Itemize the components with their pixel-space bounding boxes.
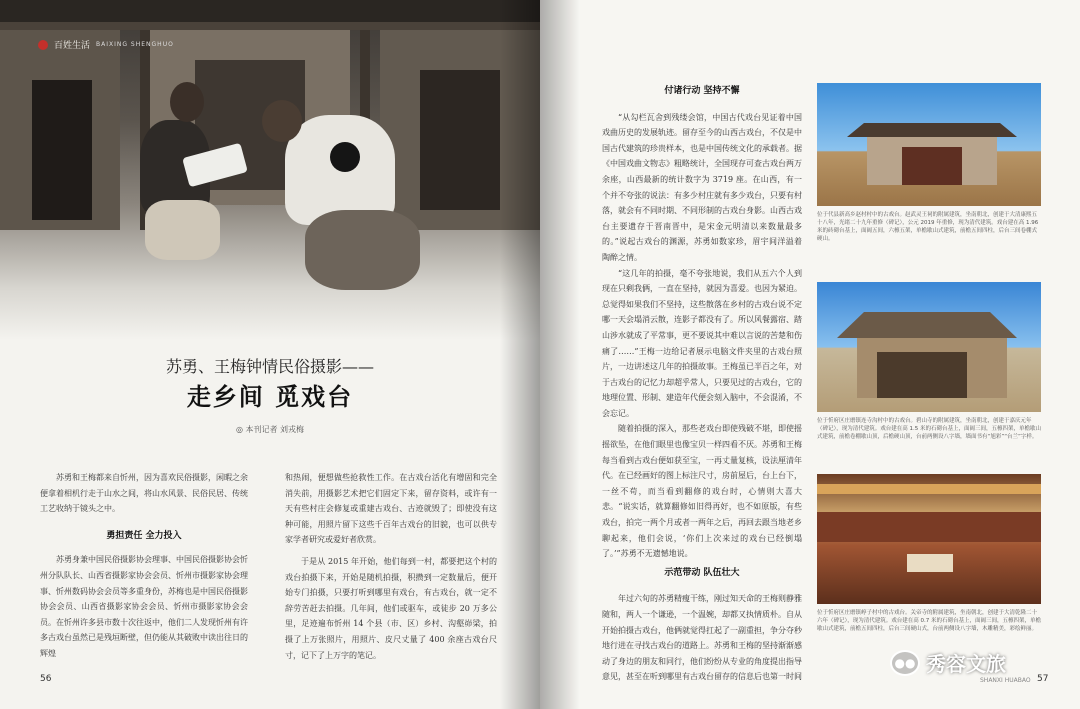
stage-opening — [877, 352, 967, 398]
article-byline: ◎ 本刊记者 刘戎梅 — [235, 425, 305, 434]
left-column-2 — [285, 470, 497, 670]
right-column — [602, 80, 802, 682]
body-paragraph: 于是从 2015 年开始，他们每到一村，都要把这个村的戏台拍摄下来，开始是随机拍摄，积攒到一定数量后，便开始专门拍摄，只要打听到哪里有戏台，有古戏台，就一定不辞劳苦赶去拍摄。几年间，他们或驱车，或徒步 20 万多公里，足迹遍布忻州 14 个县（市、区）乡村、沟壑峁梁，拍摄了上万张照片，用照片、皮尺丈量了 400 余座古戏台尺寸，记下了上万字的笔记。 — [285, 556, 497, 660]
watermark — [890, 648, 1006, 677]
roof-beam — [0, 22, 540, 30]
photo-caption: 位于忻府区庄磨镇崞子村中的古戏台。关帝寺的附属建筑，坐南朝北，创建于大清乾隆二十六年（碑记），现为清代建筑。戏台建在高 0.7 米的石砌台基上，面阔三间，五檩四架，单檐歇山式建筑，前檐五间四柱，后台三间硬山式，台前两侧设八字墙，木雕精美，彩绘鲜丽。 — [817, 610, 1041, 632]
stage-photo-2 — [817, 282, 1041, 412]
section-label: 百姓生活 — [54, 41, 91, 51]
carved-bracket — [817, 512, 1041, 542]
stage-doorway — [420, 70, 500, 210]
body-paragraph: 年过六旬的苏勇精瘦干练，刚过知天命的王梅则静雅随和，两人一个谦逊，一个温婉，却都又执情质朴。自从开始拍摄古戏台，他俩就觉得扛起了一副重担，争分夺秒地行进在寻找古戏台的道路上。苏勇和王梅的坚持渐渐感动了身边的朋友和同行，他们纷纷从专业的角度提出指导意见，甚至在听到哪里有古戏台留存的信息后也第一时间 — [602, 594, 802, 682]
camera-icon — [330, 142, 360, 172]
stage-doorway — [32, 80, 92, 220]
left-column-1 — [40, 470, 248, 670]
body-paragraph: 随着拍摄的深入，那些老戏台即使残破不堪，即使摇摇欲坠，在他们眼里也像宝贝一样四看不厌。苏勇和王梅每当看到古戏台便如获至宝，一再丈量复核，设法厘清年代。在已经画好的图上标注尺寸，房前屋后，台上台下，一丝不苟，而当看到翻修的戏台时，心情则大喜大悲。“说实话，就算翻修如旧得再好，也不如原版，有些戏台，拍完一两个月或者一两年之后，再回去跟当地老乡聊起来，他们会说，‘你们上次来过的戏台已经倒塌了。’”苏勇不无遗憾地说。 — [602, 424, 802, 559]
stage-roof — [837, 312, 1017, 338]
man-head — [262, 100, 302, 142]
woman-head — [170, 82, 204, 122]
section-dot-icon — [38, 40, 48, 50]
article-title: 走乡间 觅戏台 — [186, 382, 354, 411]
section-label-en: BAIXING SHENGHUO — [96, 41, 174, 48]
body-paragraph: “这几年的拍摄，毫不夸张地说，我们从五六个人到现在只剩我俩，一直在坚持，就因为喜爱。也因为紧迫。总觉得如果我们不坚持，这些散落在乡村的古戏台说不定哪一天会塌消云散，连影子都没有了。所以风餐露宿、踏山涉水就成了平常事，更不要说其中难以言说的苦楚和伤痛了……”王梅一边给记者展示电脑文件夹里的古戏台照片，一边讲述这几年的拍摄故事。王梅虽已半百之年，对于古戏台的记忆力却超乎常人，只要见过的古戏台，它的地理位置、形制、建造年代便会刻入脑中，不会混淆，不会忘记。 — [602, 268, 802, 418]
stage-photo-1 — [817, 83, 1041, 206]
wechat-icon: ●● — [890, 650, 920, 676]
photo-caption: 位于代县新高乡赵村村中的古戏台。赵武灵王祠的附属建筑，坐南朝北，创建于大清康熙五十八年，光绪二十九年重修（碑记），公元 2019 年重修，现为清代建筑。戏台建在高 1.96 米的砖砌台基上，面阔五间，六檩五架，单檐歇山式建筑，前檐五间四柱，后台三间卷棚式硬山。 — [817, 212, 1039, 242]
page-number: 56 — [40, 674, 52, 684]
woman-legs — [145, 200, 220, 260]
body-paragraph: 苏勇身兼中国民俗摄影协会理事、中国民俗摄影协会忻州分队队长、山西省摄影家协会会员、忻州市摄影家协会理事、忻州数码协会会员等多重身份，苏梅也是中国民俗摄影协会会员、山西省摄影家协会会员、忻州市摄影家协会会员。在忻州许多县市数十次往返中，他们二人发现忻州有许多古戏台虽然已是残垣断壁，但仍能从其破败中读出往日的辉煌 — [40, 555, 248, 658]
section-heading: 勇担责任 全力投入 — [106, 530, 182, 541]
section-header — [38, 38, 174, 51]
man-legs — [305, 210, 420, 290]
plaque — [907, 554, 953, 572]
body-paragraph: 和热闹，便想做些抢救性工作。在古戏台活化有增固和完全消失前，用摄影艺术把它们固定下来，留存资料，或许有一天有些村庄会修复或重建古戏台、古迹就毁了；即使没有这种可能，用照片留下这些千百年古戏台的旧貌，也可以供专家学者研究或爱好者欣赏。 — [285, 473, 497, 545]
intro-paragraph: 苏勇和王梅都来自忻州，因为喜欢民俗摄影，闲暇之余便拿着相机行走于山水之间，将山水风景、民俗民居、传统工艺收纳于镜头之中。 — [40, 473, 248, 514]
section-heading: 付诸行动 坚持不懈 — [664, 86, 740, 96]
stage-opening — [902, 147, 962, 185]
page-number: 57 — [1037, 674, 1049, 684]
painted-beam — [817, 484, 1041, 494]
photo-caption: 位于忻府区庄磨镇连寺沟村中的古戏台。碧山寺的附属建筑，坐南朝北，创建于嘉庆元年（碑记），现为清代建筑。戏台建在高 1.5 米的石砌台基上，面阔三间，五檩四架，单檐歇山式建筑，前檐卷棚歇山顶，后檐硬山顶，台前两侧设八字墙，墙面书有“旭彩”“台兰”字样。 — [817, 418, 1041, 440]
magazine-footer: SHANXI HUABAO — [980, 677, 1031, 684]
spine-shadow — [500, 0, 540, 709]
body-paragraph: “从勾栏瓦舍到残缕会馆，中国古代戏台见证着中国戏曲历史的发展轨迹。留存至今的山西古戏台，不仅是中国古代建筑的珍贵样本，也是中国传统文化的承载者。据《中国戏曲文物志》粗略统计，全国现存可查古戏台两万余座，山西最新的统计数字为 3719 座。在山西，有一个并不夸张的说法：有多少村庄就有多少戏台，只要有村落，就会有不同时期、不同形制的古戏台身影。山西古戏台主要遗存于晋南晋中，是宋金元明清以来数量最多的。”说起古戏台的渊源，苏勇如数家珍，眉宇间洋溢着陶醉之情。 — [602, 112, 802, 262]
section-heading: 示范带动 队伍壮大 — [664, 567, 740, 578]
right-page — [540, 0, 1080, 709]
spine-shadow — [540, 0, 580, 709]
roof-beam — [0, 0, 540, 22]
article-subtitle: 苏勇、王梅钟情民俗摄影—— — [165, 357, 374, 376]
opera-stage-photo — [0, 0, 540, 340]
watermark-text: 秀容文旅 — [926, 652, 1006, 676]
stage-roof — [847, 123, 1017, 137]
stage-photo-3 — [817, 474, 1041, 604]
